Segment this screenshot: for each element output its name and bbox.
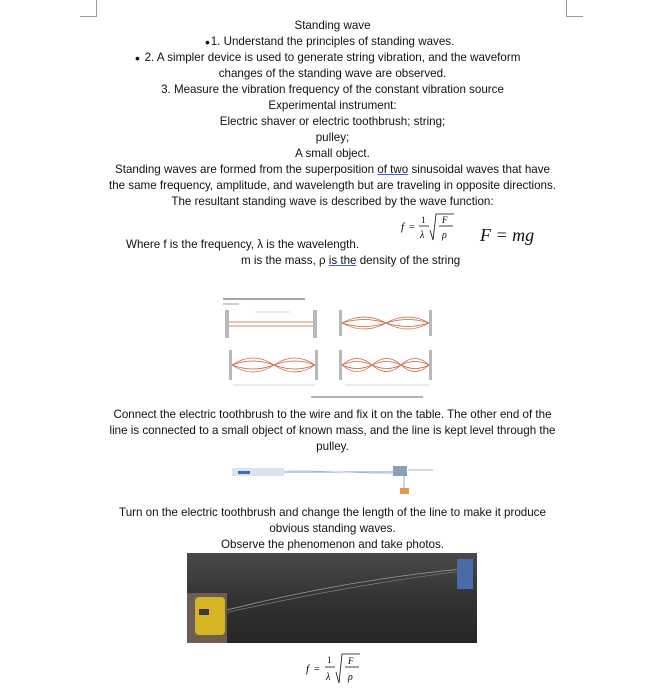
underlined-phrase: is the bbox=[328, 254, 357, 267]
document-title: Standing wave bbox=[294, 19, 371, 32]
theory-text: sinusoidal waves that have bbox=[408, 163, 551, 176]
objective-2: 2. A simpler device is used to generate string vibration, and the waveform bbox=[144, 51, 521, 64]
instrument-heading: Experimental instrument: bbox=[268, 99, 397, 112]
formula-eq: = bbox=[409, 222, 415, 233]
panel-d bbox=[339, 350, 432, 385]
theory-line-1 bbox=[0, 162, 665, 178]
formula-f: f bbox=[306, 663, 310, 675]
bottom-wave-formula bbox=[304, 648, 366, 688]
mass-line bbox=[241, 254, 460, 267]
formula-eq: = bbox=[314, 664, 320, 675]
hanging-mass bbox=[400, 488, 409, 494]
wave-formula bbox=[398, 208, 462, 244]
formula-F: F bbox=[442, 215, 448, 225]
experiment-photo bbox=[187, 553, 477, 643]
mass-text: m is the mass, ρ bbox=[241, 254, 329, 267]
bullet-icon: • bbox=[135, 50, 140, 66]
formula-rho: ρ bbox=[442, 230, 447, 241]
theory-line-3: The resultant standing wave is described by the wave function: bbox=[171, 195, 494, 208]
theory-line-2: the same frequency, amplitude, and wavelength but are traveling in opposite directions. bbox=[108, 179, 557, 192]
formula-F: F bbox=[348, 656, 354, 666]
underlined-phrase: of two bbox=[377, 163, 409, 176]
formula-den: λ bbox=[326, 672, 331, 683]
toothbrush-base bbox=[195, 597, 225, 635]
formula-num: 1 bbox=[421, 215, 426, 225]
formula-f: f bbox=[401, 221, 405, 233]
procedure2-line-3: Observe the phenomenon and take photos. bbox=[220, 538, 444, 551]
standing-wave-diagram bbox=[215, 295, 455, 403]
procedure2-line-1: Turn on the electric toothbrush and change the length of the line to make it produce bbox=[119, 506, 546, 519]
panel-c bbox=[229, 350, 318, 385]
panel-b bbox=[339, 310, 432, 336]
page-corner-mark bbox=[566, 0, 583, 17]
formula-rho: ρ bbox=[348, 672, 353, 683]
instrument-3: A small object. bbox=[295, 147, 370, 160]
procedure1-line-1: Connect the electric toothbrush to the wire and fix it on the table. The other end of the bbox=[113, 408, 552, 421]
formula-num: 1 bbox=[327, 655, 332, 665]
theory-text: Standing waves are formed from the superposition bbox=[114, 163, 378, 176]
objective-3: 3. Measure the vibration frequency of the constant vibration source bbox=[161, 83, 504, 96]
where-line: Where f is the frequency, λ is the wavelength. bbox=[126, 238, 360, 251]
page-corner-mark bbox=[80, 0, 97, 17]
objective-2-cont: changes of the standing wave are observed. bbox=[218, 67, 447, 80]
procedure2-line-2: obvious standing waves. bbox=[269, 522, 396, 535]
force-formula: F = mg bbox=[480, 225, 535, 245]
bullet-icon: • bbox=[205, 34, 210, 50]
apparatus-diagram bbox=[228, 462, 438, 496]
pulley-device bbox=[457, 559, 473, 589]
panel-a bbox=[225, 310, 317, 338]
procedure1-line-2: line is connected to a small object of known mass, and the line is kept level through the bbox=[109, 424, 556, 437]
procedure1-line-3: pulley. bbox=[316, 440, 349, 453]
objective-1: 1. Understand the principles of standing waves. bbox=[210, 35, 455, 48]
mass-text: density of the string bbox=[356, 254, 461, 267]
instrument-1: Electric shaver or electric toothbrush; string; bbox=[219, 115, 446, 128]
instrument-2: pulley; bbox=[315, 131, 350, 144]
pulley-clamp bbox=[393, 466, 407, 476]
formula-den: λ bbox=[420, 230, 425, 241]
